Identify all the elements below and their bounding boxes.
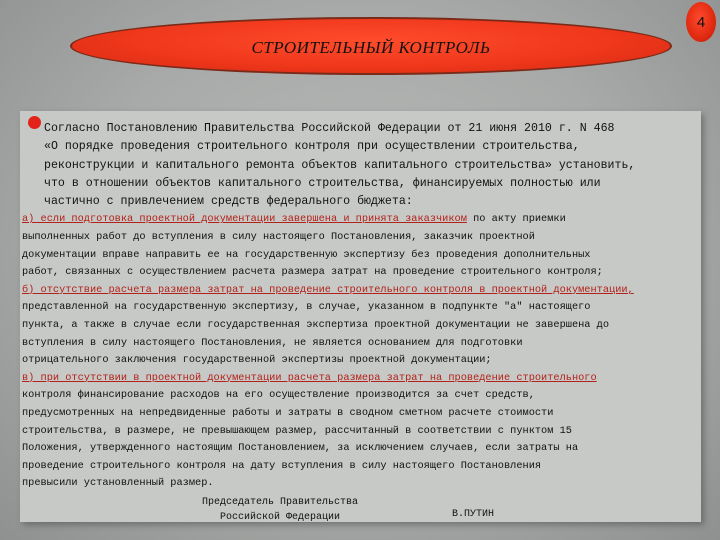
item-b: [22, 282, 698, 370]
item-c-lead: в) при отсутствии в проектной документации расчета размера затрат на проведение строительного: [22, 371, 597, 384]
item-a-text: по акту приемки выполненных работ до вступления в силу настоящего Постановления, заказчик проектной документации вправе направить ее на государственную экспертизу без проведения дополнительных работ, связанных с осуществлением расчета размера затрат на проведение строительного контроля;: [22, 213, 603, 279]
item-c-text: контроля финансирование расходов на его осуществление производится за счет средств, предусмотренных на непредвиденные работы и затраты в сводном сметном расчете стоимости строительства, в размере, не превышающем размер, рассчитанный в соответствии с пунктом 15 Положения, утвержденного настоящим Постановлением, за исключением случаев, если затраты на проведение строительного контроля на дату вступления в силу настоящего Постановления превысили установленный размер.: [22, 389, 579, 490]
signatory-name: В.ПУТИН: [452, 509, 495, 520]
slide-number: 4: [696, 13, 706, 31]
intro-paragraph: Согласно Постановлению Правительства Российской Федерации от 21 июня 2010 г. N 468 «О порядке проведения строительного контроля при осуществлении строительства, реконструкции и капитального ремонта объектов капитального строительства» установить, что в отношении объектов капитального строительства, финансируемых полностью или частично с привлечением средств федерального бюджета:: [44, 122, 636, 209]
item-b-text: представленной на государственную экспертизу, в случае, указанном в подпункте "а" настоящего пункта, а также в случае если государственная экспертиза проектной документации не завершена до вступления в силу настоящего Постановления, не является основанием для подготовки отрицательного заключения государственной экспертизы проектной документации;: [22, 301, 610, 367]
slide-number-badge: [686, 2, 716, 42]
item-a-lead: а) если подготовка проектной документации завершена и принята заказчиком: [22, 213, 467, 226]
item-a: [22, 211, 698, 281]
title-banner: [70, 17, 672, 75]
signatory-position: Председатель Правительства Российской Федерации: [201, 497, 359, 523]
item-b-lead: б) отсутствие расчета размера затрат на проведение строительного контроля в проектной документации,: [22, 283, 634, 296]
page-title: СТРОИТЕЛЬНЫЙ КОНТРОЛЬ: [251, 38, 491, 57]
decree-text: [22, 120, 698, 493]
item-c: [22, 370, 698, 493]
